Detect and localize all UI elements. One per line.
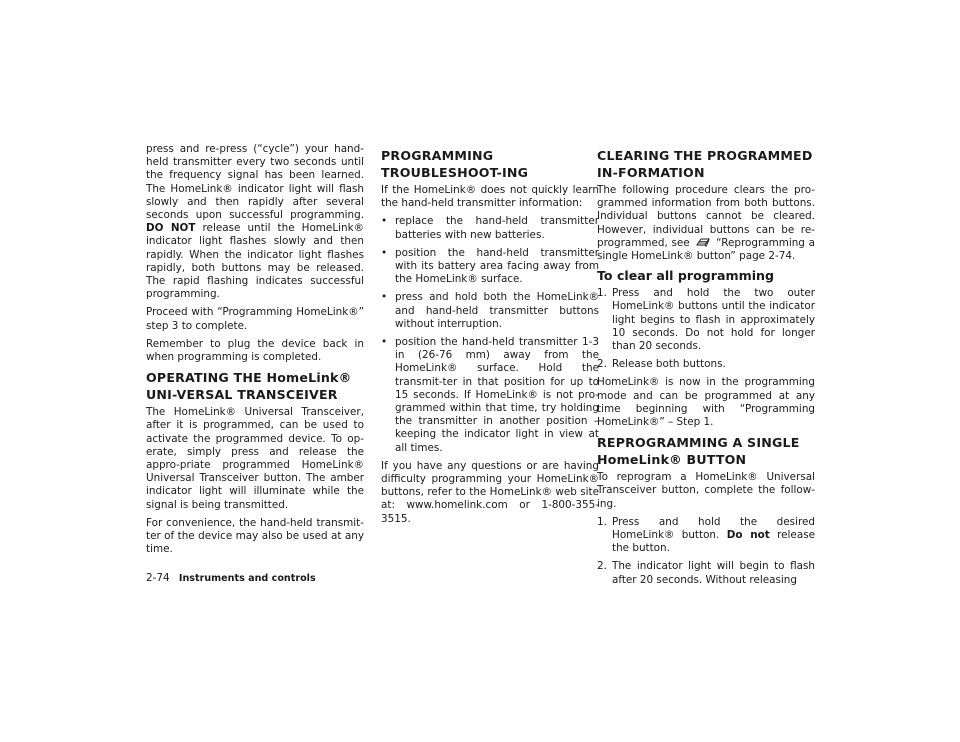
do-not-emphasis: DO NOT xyxy=(146,222,196,235)
paragraph-remember: Remember to plug the device back in when programming is completed. xyxy=(146,337,364,364)
paragraph-questions: If you have any questions or are having difficulty programming your HomeLink® buttons, refer to the HomeLink® web site at: www.homelink.com or 1-800-355-3515. xyxy=(381,459,599,525)
reprogramming-reference-link[interactable]: “Reprogramming a single HomeLink® button” page 2-74. xyxy=(597,236,815,263)
paragraph-reprogram-intro: To reprogram a HomeLink® Universal Transceiver button, complete the follow-ing. xyxy=(597,471,815,510)
paragraph-clearing: The following procedure clears the pro-grammed information from both buttons. Individual buttons cannot be cleared. However, individual buttons can be re-programmed, see “Reprogramming a single HomeLink® button” page 2-74. xyxy=(597,184,815,263)
column-3 xyxy=(597,143,815,592)
reprogram-steps-list xyxy=(597,516,815,587)
column-2 xyxy=(381,143,599,531)
heading-operating-homelink: OPERATING THE HomeLink® UNI-VERSAL TRANSCEIVER xyxy=(146,370,352,403)
heading-clearing: CLEARING THE PROGRAMMED IN-FORMATION xyxy=(597,148,813,180)
bullet-icon: • xyxy=(381,246,388,259)
bullet-icon: • xyxy=(381,336,388,349)
paragraph-operating: The HomeLink® Universal Transceiver, after it is programmed, can be used to activate the programmed device. To op-erate, simply press and release the appro-priate programmed HomeLink® Universal Transceiver button. The amber indicator light will illuminate while the signal is being transmitted. xyxy=(146,406,364,511)
list-item: • position the hand-held transmitter with its battery area facing away from the HomeLink® surface. xyxy=(381,246,599,286)
paragraph-programming-mode: HomeLink® is now in the programming mode and can be programmed at any time beginning with “Programming HomeLink®” – Step 1. xyxy=(597,376,815,429)
bullet-icon: • xyxy=(381,291,388,304)
heading-clear-all: To clear all programming xyxy=(597,268,775,284)
bullet-icon: • xyxy=(381,215,388,228)
section-title: Instruments and controls xyxy=(178,573,316,584)
troubleshoot-list xyxy=(381,215,599,454)
list-item: • replace the hand-held transmitter batteries with new batteries. xyxy=(381,215,599,241)
paragraph-cycle-transmitter: press and re-press (“cycle”) your hand-held transmitter every two seconds until the frequency signal has been learned. The HomeLink® indicator light will flash slowly and then rapidly after several seconds upon successful programming. DO NOT release until the HomeLink® indicator light flashes slowly and then rapidly. When the indicator light flashes rapidly, both buttons may be released. The rapid flashing indicates successful programming. xyxy=(146,143,364,301)
paragraph-proceed: Proceed with “Programming HomeLink®” step 3 to complete. xyxy=(146,306,364,332)
heading-reprogramming: REPROGRAMMING A SINGLE HomeLink® BUTTON xyxy=(597,435,800,468)
list-item: • press and hold both the HomeLink® and hand-held transmitter buttons without interruption. xyxy=(381,291,599,330)
heading-troubleshooting: PROGRAMMING TROUBLESHOOT-ING xyxy=(381,148,529,180)
do-not-emphasis: Do not xyxy=(726,529,770,542)
paragraph-troubleshoot-intro: If the HomeLink® does not quickly learn the hand-held transmitter information: xyxy=(381,184,599,210)
column-1 xyxy=(146,143,364,561)
paragraph-convenience: For convenience, the hand-held transmit-ter of the device may also be used at any time. xyxy=(146,516,364,556)
list-item: 1. Press and hold the desired HomeLink® button. Do not release the button. xyxy=(597,515,816,555)
clear-steps-list xyxy=(597,287,815,371)
page-footer xyxy=(146,572,316,585)
page-number: 2-74 xyxy=(146,572,170,584)
list-item: 2. The indicator light will begin to flash after 20 seconds. Without releasing xyxy=(597,560,815,586)
list-item: • position the hand-held transmitter 1-3 in (26-76 mm) away from the HomeLink® surface. Hold the transmit-ter in that position for up to 15 seconds. If HomeLink® is not pro-grammed within that time, try holding the transmitter in another position – keeping the indicator light in view at all times. xyxy=(381,336,599,454)
list-item: 2. Release both buttons. xyxy=(597,358,726,371)
book-reference-icon xyxy=(696,237,710,247)
list-item: 1. Press and hold the two outer HomeLink® buttons until the indicator light begins to flash in approximately 10 seconds. Do not hold for longer than 20 seconds. xyxy=(597,287,815,353)
